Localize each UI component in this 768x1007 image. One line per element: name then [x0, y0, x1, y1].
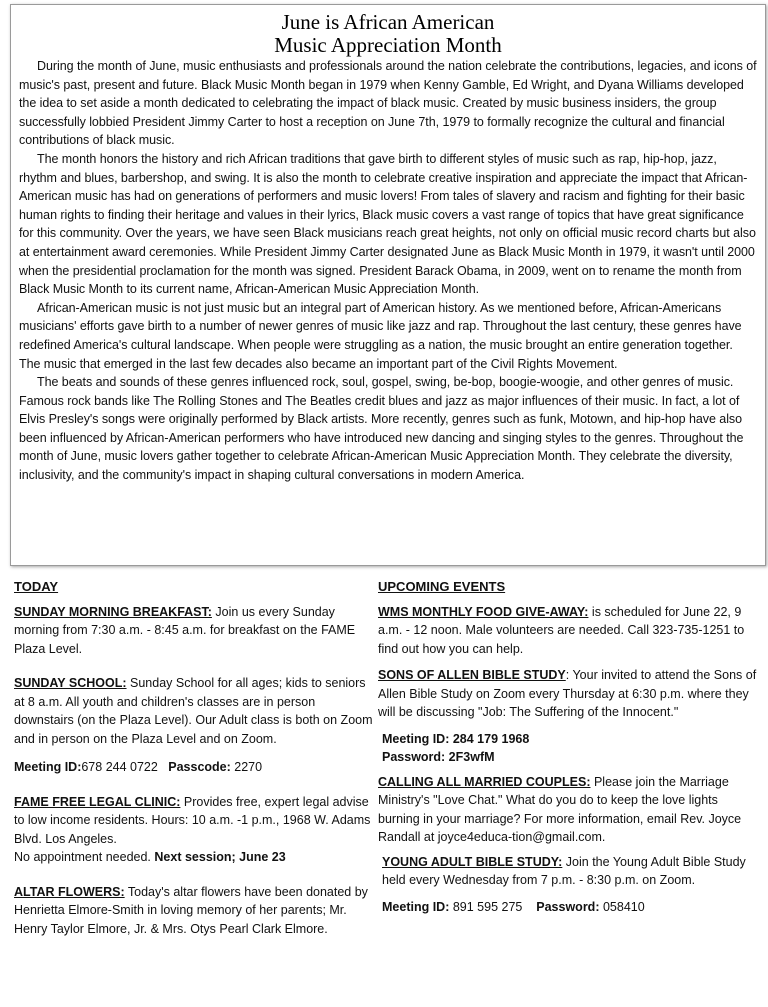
breakfast-title: SUNDAY MORNING BREAKFAST: [14, 604, 212, 619]
young-adult-meeting-value: 891 595 275 [449, 899, 523, 914]
married-couples-text: Please join the Marriage Ministry's "Love Chat." What do you do to keep the love lights burning in your marriage? For more information, email Rev. Joyce Randall at joyce4educa-tion@gmail.com. [378, 774, 742, 844]
upcoming-heading: UPCOMING EVENTS [378, 579, 506, 594]
sunday-school-meeting [14, 758, 374, 777]
passcode-label: Passcode: [168, 760, 231, 774]
young-adult-text: Join the Young Adult Bible Study held every Wednesday from 7 p.m. - 8:30 p.m. on Zoom. [382, 854, 746, 887]
sunday-school-text: Sunday School for all ages; kids to seniors at 8 a.m. All youth and children's classes are in person downstairs (on the Plaza Level). Our Adult class is both on Zoom and in person on the Plaza Level and on Zoom. [14, 676, 373, 746]
sons-of-allen-title: SONS OF ALLEN BIBLE STUDY [378, 668, 566, 682]
breakfast-text: Join us every Sunday morning from 7:30 a.m. - 8:45 a.m. for breakfast on the FAME Plaza Level. [14, 604, 356, 656]
young-adult-notice [378, 853, 758, 917]
article-body [19, 57, 757, 485]
article-paragraph-2: The month honors the history and rich African traditions that gave birth to different styles of music such as rap, hip-hop, jazz, rhythm and blues, barbershop, and swing. It is also the month to celebrate creative inspiration and appreciate the impact that African-American music has had on generations of performers and music lovers! From tales of slavery and racism and fighting for their basic human rights to finding their heritage and values in their lyrics, Black music covers a vast range of topics that have great significance for this community. Over the years, we have seen Black musicians reach great heights, not only on official music record charts but also at entertainment award ceremonies. While President Jimmy Carter designated June as Black Music Month in 1979, it wasn't until 2000 when the presidential proclamation for the month was signed. President Barack Obama, in 2009, went on to rename the month from Black Music Month to its current name, African-American Music Appreciation Month. [19, 151, 756, 297]
title-line-2: Music Appreciation Month [274, 33, 502, 57]
meeting-id-value: 678 244 0722 [81, 760, 158, 774]
sons-of-allen-text: : Your invited to attend the Sons of Allen Bible Study on Zoom every Thursday at 6:30 p.m. where they will be discussing "Job: The Suffering of the Innocent." [378, 668, 757, 719]
breakfast-notice [14, 603, 374, 659]
altar-flowers-title: ALTAR FLOWERS: [14, 884, 125, 899]
legal-clinic-text: Provides free, expert legal advise to low income residents. Hours: 10 a.m. -1 p.m., 1968 W. Adams Blvd. Los Angeles. [14, 794, 371, 846]
young-adult-title: YOUNG ADULT BIBLE STUDY: [382, 854, 563, 869]
article-title [19, 11, 757, 57]
legal-clinic-appointment: No appointment needed. [14, 850, 155, 864]
legal-clinic-title: FAME FREE LEGAL CLINIC: [14, 794, 181, 809]
sons-of-allen-password: Password: 2F3wfM [382, 750, 495, 764]
food-giveaway-text: is scheduled for June 22, 9 a.m. - 12 noon. Male volunteers are needed. Call 323-735-1251 to find out how you can help. [378, 604, 745, 656]
sons-of-allen-meeting-id: Meeting ID: 284 179 1968 [382, 731, 530, 746]
legal-clinic-notice [14, 793, 374, 867]
passcode-value: 2270 [230, 760, 263, 774]
meeting-id-label: Meeting ID: [14, 760, 82, 774]
sunday-school-notice [14, 674, 374, 777]
young-adult-meeting [378, 898, 758, 917]
young-adult-meeting-label: Meeting ID: [382, 899, 450, 914]
title-line-1: June is African American [281, 10, 495, 34]
legal-clinic-next-session: Next session; June 23 [154, 850, 286, 864]
sons-of-allen-notice [378, 666, 758, 767]
article-box [10, 4, 766, 566]
food-giveaway-notice [378, 603, 758, 659]
food-giveaway-title: WMS MONTHLY FOOD GIVE-AWAY: [378, 604, 589, 619]
sunday-school-title: SUNDAY SCHOOL: [14, 676, 127, 690]
upcoming-column [378, 578, 758, 932]
married-couples-title: CALLING ALL MARRIED COUPLES: [378, 774, 591, 789]
altar-flowers-notice [14, 883, 374, 939]
young-adult-password-label: Password: [536, 899, 600, 914]
today-column [14, 578, 374, 954]
married-couples-notice [378, 773, 758, 847]
article-paragraph-1: During the month of June, music enthusiasts and professionals around the nation celebrate the contributions, legacies, and icons of music's past, present and future. Black Music Month began in 1979 when Kenny Gamble, Ed Wright, and Dyana Williams developed the idea to set aside a month dedicated to celebrating the impact of black music. Created by music business insiders, the group successfully lobbied President Jimmy Carter to host a reception on June 7th, 1979 to formally recognize the cultural and financial contributions of black music. [19, 59, 757, 148]
article-paragraph-3: African-American music is not just music but an integral part of American history. As we mentioned before, African-Americans musicians' efforts gave birth to a number of newer genres of music like jazz and rap. Throughout the last century, these genres have redefined America's cultural landscape. When people were struggling as a nation, the music brought an entire generation together. The music that emerged in the last few decades also became an important part of the Civil Rights Movement. [19, 300, 742, 371]
altar-flowers-text: Today's altar flowers have been donated by Henrietta Elmore-Smith in loving memory of her parents; Mr. Henry Taylor Elmore, Jr. & Mrs. Otys Pearl Clark Elmore. [14, 884, 368, 936]
article-paragraph-4: The beats and sounds of these genres influenced rock, soul, gospel, swing, be-bop, boogie-woogie, and other genres of music. Famous rock bands like The Rolling Stones and The Beatles credit blues and jazz as major influences of their music. In fact, a lot of Elvis Presley's songs were originally performed by Black artists. More recently, genres such as funk, Motown, and hip-hop have also been influenced by African-American performers who have introduced new dancing and singing styles to the genres. Throughout the month of June, music lovers gather together to celebrate African-American Music Appreciation Month. They celebrate the diversity, inclusivity, and the community's impact in shaping cultural conversations in modern America. [19, 375, 744, 483]
today-heading: TODAY [14, 579, 59, 594]
young-adult-password-value: 058410 [599, 899, 645, 914]
